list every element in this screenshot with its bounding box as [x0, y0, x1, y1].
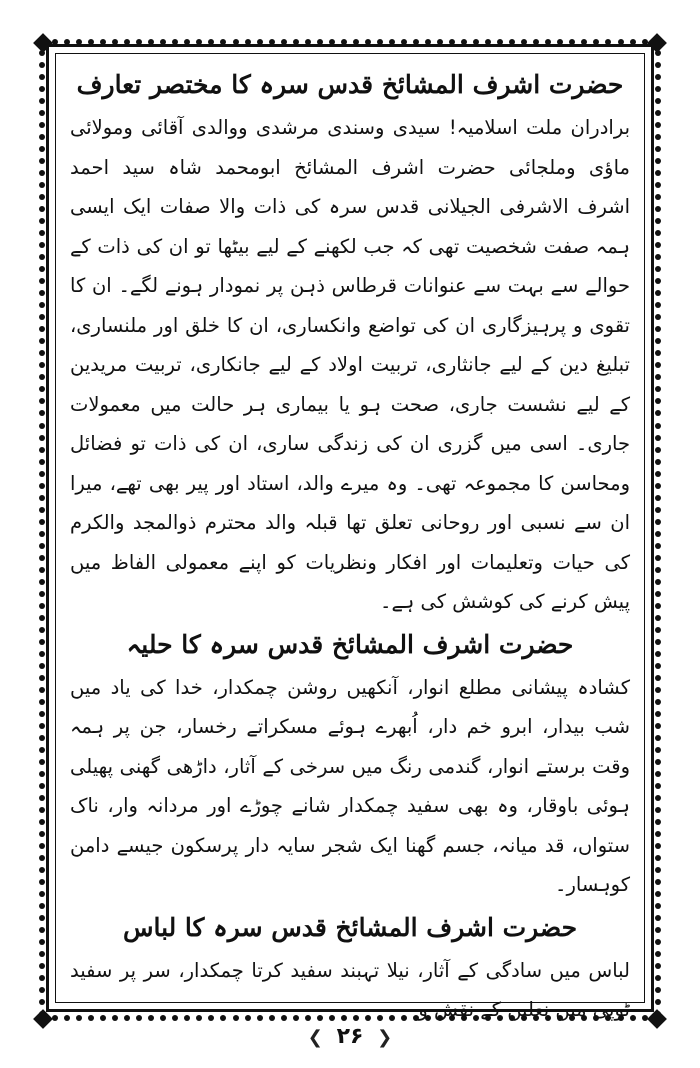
border-dot [655, 146, 661, 152]
border-dot [655, 98, 661, 104]
border-dot [655, 759, 661, 765]
border-dot [39, 891, 45, 897]
border-dot [655, 507, 661, 513]
border-dot [655, 86, 661, 92]
border-dot [39, 963, 45, 969]
border-dot [39, 951, 45, 957]
border-dot [39, 338, 45, 344]
left-bracket-ornament-icon: ❮ [377, 1027, 393, 1048]
border-dot [39, 867, 45, 873]
border-dot [39, 74, 45, 80]
border-dot [655, 579, 661, 585]
border-dot [655, 831, 661, 837]
border-dot [39, 795, 45, 801]
section-heading-attire: حضرت اشرف المشائخ قدس سرہ کا لباس [122, 912, 578, 942]
border-dot [655, 747, 661, 753]
border-dot [39, 350, 45, 356]
border-dot [39, 759, 45, 765]
border-dot [39, 471, 45, 477]
border-dot [39, 879, 45, 885]
border-dot [655, 531, 661, 537]
border-dot [655, 735, 661, 741]
border-dot [39, 194, 45, 200]
border-dot [39, 723, 45, 729]
border-dot [39, 771, 45, 777]
border-dot [39, 182, 45, 188]
border-dot [655, 627, 661, 633]
border-dot [39, 675, 45, 681]
page-footer [0, 1024, 700, 1049]
border-dot [39, 302, 45, 308]
border-dot [52, 1015, 58, 1021]
border-dot [39, 230, 45, 236]
section-paragraph-introduction: برادران ملت اسلامیہ! سیدی وسندی مرشدی ووالدی آقائی ومولائی ماؤی وملجائی حضرت اشرف المشائخ ابومحمد شاہ سید احمد اشرف الاشرفی الجیلانی قدس سرہ کی ذات والا صفات ایک ایسی ہمہ صفت شخصیت تھی کہ جب لکھنے کے لیے بیٹھا تو ان کی ذات کے حوالے سے بہت سے عنوانات قرطاس ذہن پر نمودار ہونے لگے۔ ان کا تقوی و پرہیزگاری ان کی تواضع وانکساری، ان کا خلق اور ملنساری، تبلیغ دین کے لیے جانثاری، تربیت اولاد کے لیے جانکاری، تربیت مریدین کے لیے نشست جاری، صحت ہو یا بیماری ہر حالت میں معمولات جاری۔ اسی میں گزری ان کی زندگی ساری، ان کی ذات تو فضائل ومحاسن کا مجموعہ تھی۔ وہ میرے والد، استاد اور پیر بھی تھے، میرا ان سے نسبی اور روحانی تعلق تھا قبلہ والد محترم ذوالمجد والکرم کی حیات وتعلیمات اور افکار ونظریات کو اپنے معمولی الفاظ میں پیش کرنے کی کوشش کی ہے۔ [70, 116, 630, 613]
border-dot [655, 435, 661, 441]
right-bracket-ornament-icon: ❯ [307, 1027, 323, 1048]
border-dot [39, 831, 45, 837]
left-dotted-border [38, 38, 46, 1018]
border-dot [39, 687, 45, 693]
border-dot [655, 807, 661, 813]
section-paragraph-appearance: کشادہ پیشانی مطلع انوار، آنکھیں روشن چمکدار، خدا کی یاد میں شب بیدار، ابرو خم دار، اُبھرے ہوئے مسکراتے رخسار، جن پر ہمہ وقت برستے انوار، گندمی رنگ میں سرخی کے آثار، داڑھی گھنی پھیلی ہوئی باوقار، وہ بھی سفید چمکدار شانے چوڑے اور مردانہ وار، ناک ستواں، قد میانہ، جسم گھنا ایک شجر سایہ دار پرسکون جیسے دامن کوہسار۔ [70, 675, 630, 896]
border-dot [39, 122, 45, 128]
border-dot [39, 326, 45, 332]
border-dot [655, 555, 661, 561]
border-dot [655, 867, 661, 873]
border-dot [655, 218, 661, 224]
border-dot [39, 374, 45, 380]
border-dot [39, 290, 45, 296]
border-dot [655, 302, 661, 308]
border-dot [655, 843, 661, 849]
border-dot [655, 447, 661, 453]
border-dot [39, 531, 45, 537]
border-dot [39, 495, 45, 501]
border-dot [39, 218, 45, 224]
border-dot [39, 110, 45, 116]
border-dot [39, 855, 45, 861]
border-dot [655, 471, 661, 477]
border-dot [39, 435, 45, 441]
border-dot [655, 711, 661, 717]
border-dot [655, 314, 661, 320]
border-dot [39, 423, 45, 429]
page-content [70, 62, 630, 1030]
border-dot [39, 903, 45, 909]
border-dot [39, 98, 45, 104]
border-dot [655, 795, 661, 801]
border-dot [655, 386, 661, 392]
border-dot [655, 423, 661, 429]
border-dot [39, 543, 45, 549]
border-dot [655, 338, 661, 344]
border-dot [655, 783, 661, 789]
border-dot [39, 819, 45, 825]
border-dot [655, 915, 661, 921]
border-dot [655, 687, 661, 693]
border-dot [39, 266, 45, 272]
border-dot [655, 951, 661, 957]
border-dot [39, 603, 45, 609]
border-dot [39, 134, 45, 140]
border-dot [39, 627, 45, 633]
border-dot [655, 374, 661, 380]
border-dot [39, 567, 45, 573]
border-dot [655, 639, 661, 645]
border-dot [655, 819, 661, 825]
border-dot [655, 723, 661, 729]
border-dot [39, 591, 45, 597]
border-dot [39, 158, 45, 164]
border-dot [655, 362, 661, 368]
border-dot [655, 699, 661, 705]
border-dot [655, 963, 661, 969]
border-dot [655, 266, 661, 272]
border-dot [655, 278, 661, 284]
border-dot [39, 915, 45, 921]
border-dot [655, 987, 661, 993]
border-dot [655, 254, 661, 260]
border-dot [655, 326, 661, 332]
border-dot [655, 603, 661, 609]
border-dot [39, 146, 45, 152]
border-dot [39, 615, 45, 621]
border-dot [655, 134, 661, 140]
border-dot [655, 855, 661, 861]
border-dot [39, 362, 45, 368]
border-dot [39, 386, 45, 392]
border-dot [655, 615, 661, 621]
border-dot [39, 639, 45, 645]
border-dot [655, 543, 661, 549]
border-dot [39, 783, 45, 789]
right-dotted-border [654, 38, 662, 1018]
border-dot [39, 206, 45, 212]
border-dot [655, 999, 661, 1005]
border-dot [655, 242, 661, 248]
border-dot [655, 903, 661, 909]
border-dot [655, 651, 661, 657]
border-dot [39, 170, 45, 176]
border-dot [39, 86, 45, 92]
border-dot [39, 987, 45, 993]
border-dot [655, 122, 661, 128]
border-dot [655, 62, 661, 68]
border-dot [655, 110, 661, 116]
border-dot [39, 807, 45, 813]
border-dot [655, 398, 661, 404]
border-dot [655, 206, 661, 212]
border-dot [655, 74, 661, 80]
border-dot [39, 459, 45, 465]
border-dot [655, 519, 661, 525]
border-dot [39, 975, 45, 981]
border-dot [39, 314, 45, 320]
border-dot [39, 927, 45, 933]
border-dot [655, 182, 661, 188]
border-dot [655, 663, 661, 669]
border-dot [39, 843, 45, 849]
border-dot [39, 747, 45, 753]
border-dot [655, 459, 661, 465]
border-dot [39, 447, 45, 453]
border-dot [39, 483, 45, 489]
border-dot [39, 254, 45, 260]
border-dot [39, 735, 45, 741]
border-dot [39, 939, 45, 945]
border-dot [39, 278, 45, 284]
border-dot [39, 410, 45, 416]
border-dot [655, 891, 661, 897]
border-dot [655, 350, 661, 356]
border-dot [655, 591, 661, 597]
border-dot [655, 158, 661, 164]
border-dot [655, 927, 661, 933]
border-dot [655, 410, 661, 416]
border-dot [655, 879, 661, 885]
border-dot [39, 242, 45, 248]
section-heading-introduction: حضرت اشرف المشائخ قدس سرہ کا مختصر تعارف [76, 70, 624, 99]
border-dot [655, 194, 661, 200]
border-dot [655, 483, 661, 489]
section-heading-appearance: حضرت اشرف المشائخ قدس سرہ کا حلیہ [126, 629, 574, 659]
page-number: ۲۶ [336, 1024, 364, 1049]
section-paragraph-attire: لباس میں سادگی کے آثار، نیلا تہبند سفید کرتا چمکدار، سر پر سفید ٹوپی میں نعلین کے نقش و [70, 958, 630, 1021]
border-dot [39, 507, 45, 513]
border-dot [39, 398, 45, 404]
border-dot [39, 711, 45, 717]
border-dot [39, 519, 45, 525]
border-dot [39, 579, 45, 585]
border-dot [655, 495, 661, 501]
border-dot [655, 771, 661, 777]
border-dot [655, 170, 661, 176]
border-dot [655, 290, 661, 296]
border-dot [655, 567, 661, 573]
border-dot [655, 975, 661, 981]
border-dot [39, 999, 45, 1005]
border-dot [39, 651, 45, 657]
border-dot [39, 555, 45, 561]
border-dot [655, 675, 661, 681]
border-dot [39, 663, 45, 669]
border-dot [655, 230, 661, 236]
border-dot [655, 939, 661, 945]
border-dot [630, 1015, 636, 1021]
border-dot [39, 62, 45, 68]
border-dot [39, 699, 45, 705]
